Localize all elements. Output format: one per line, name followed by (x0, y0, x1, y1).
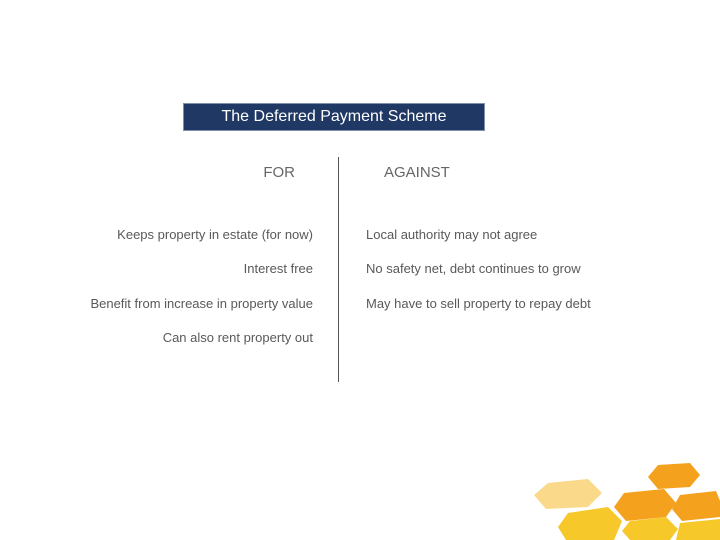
for-item: Interest free (243, 261, 313, 276)
against-item: No safety net, debt continues to grow (366, 261, 581, 276)
hexagon-orange (672, 491, 720, 521)
against-heading: AGAINST (384, 164, 450, 181)
slide-title: The Deferred Payment Scheme (183, 103, 485, 131)
against-item: May have to sell property to repay debt (366, 296, 591, 311)
for-item: Keeps property in estate (for now) (117, 227, 313, 242)
hexagon-orange (648, 463, 700, 489)
for-item: Benefit from increase in property value (90, 296, 313, 311)
hexagon-pale (534, 479, 602, 509)
hexagon-yellow (676, 519, 720, 540)
hexagon-yellow (558, 507, 622, 540)
for-item: Can also rent property out (162, 330, 313, 345)
hexagon-decoration-icon (530, 455, 720, 540)
against-item: Local authority may not agree (366, 227, 538, 242)
for-heading: FOR (263, 164, 295, 181)
column-divider (338, 157, 339, 382)
hexagon-orange (614, 489, 676, 521)
